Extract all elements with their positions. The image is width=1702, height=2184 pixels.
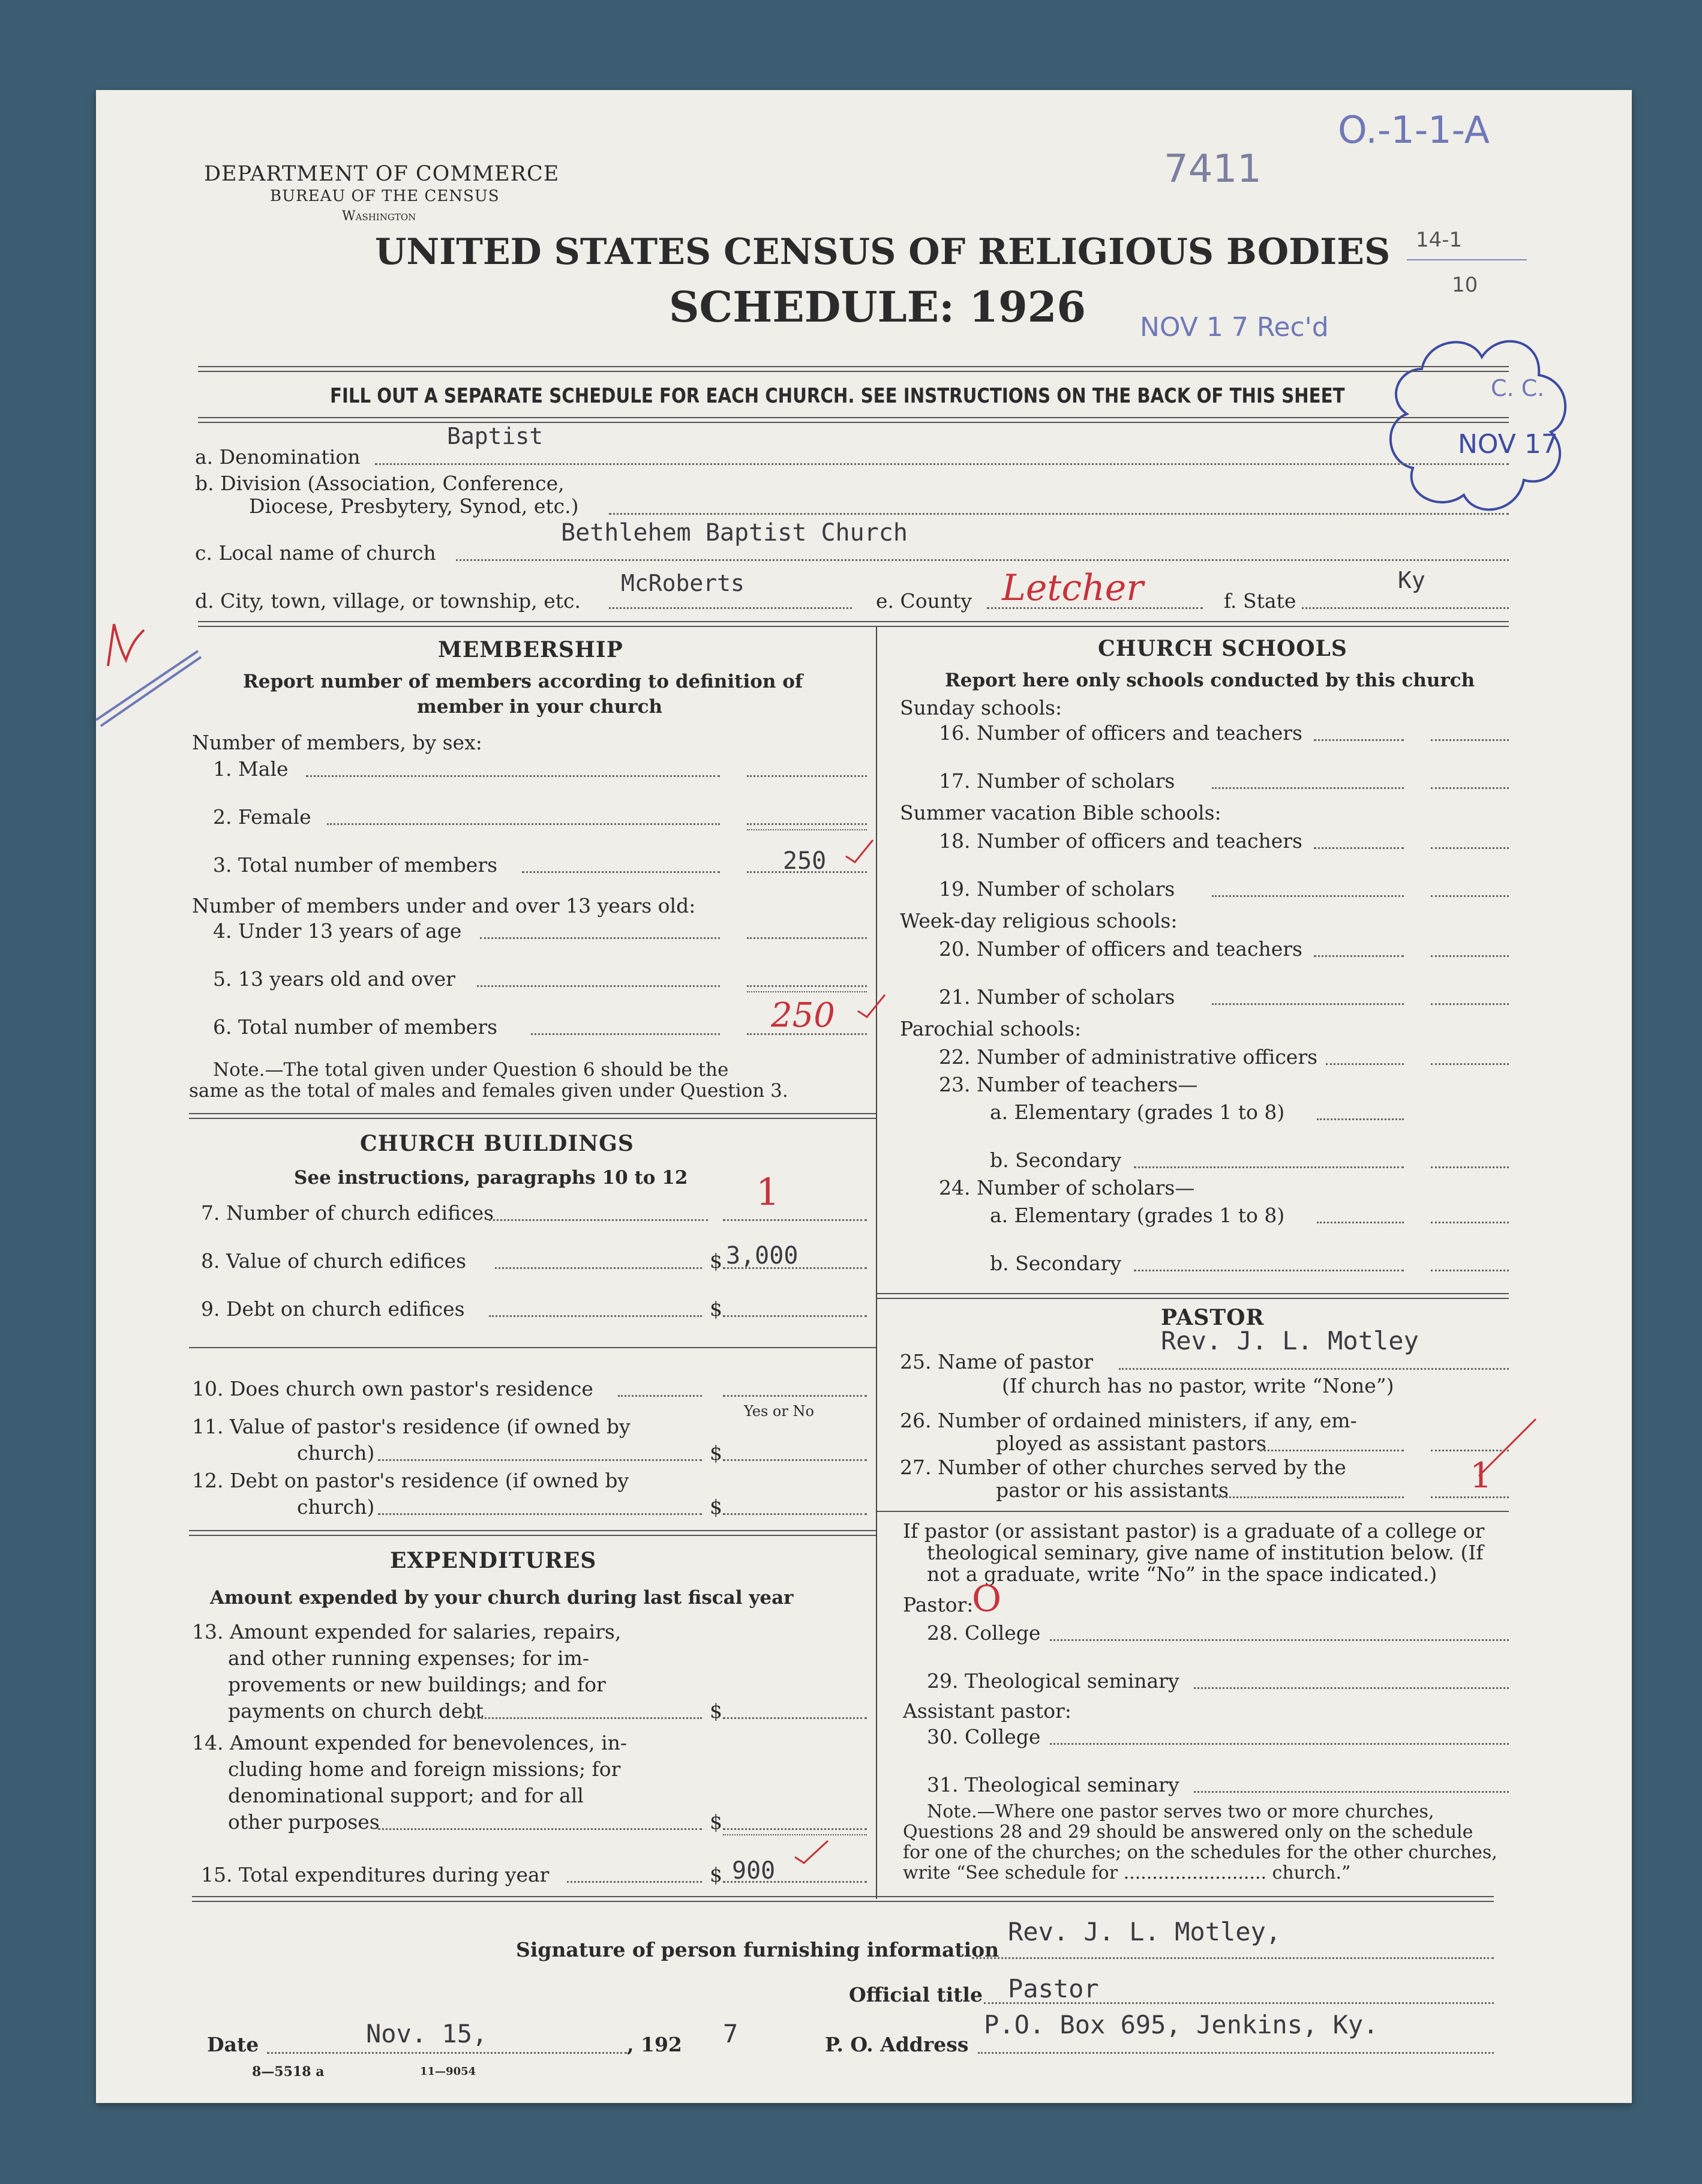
buildings-heading: CHURCH BUILDINGS — [360, 1131, 634, 1156]
weekday-schools-label: Week-day religious schools: — [900, 909, 1178, 932]
year-prefix: , 192 — [627, 2033, 682, 2056]
total-members-2-field[interactable]: 250 — [771, 996, 835, 1035]
q28-label: 28. College — [927, 1621, 1041, 1645]
denomination-field[interactable]: Baptist — [447, 423, 544, 449]
form-number: 8—5518 a — [252, 2064, 325, 2080]
cloud-stamp-date: NOV 17 — [1458, 429, 1558, 460]
received-date-stamp: NOV 1 7 Rec'd — [1140, 312, 1329, 343]
q21-label: 21. Number of scholars — [939, 985, 1175, 1009]
q22-label: 22. Number of administrative officers — [939, 1045, 1318, 1069]
cloud-stamp-icon — [1380, 327, 1578, 525]
q14-line-3: denominational support; and for all — [228, 1784, 584, 1807]
q13-line-3: provements or new buildings; and for — [228, 1673, 606, 1696]
schools-heading: CHURCH SCHOOLS — [1098, 636, 1347, 661]
q31-label: 31. Theological seminary — [927, 1773, 1179, 1796]
edifices-label: 7. Number of church edifices — [201, 1201, 494, 1225]
file-code-stamp: O.-1-1-A — [1338, 108, 1490, 152]
q30-label: 30. College — [927, 1725, 1041, 1748]
q24b-label: b. Secondary — [990, 1252, 1122, 1275]
state-field[interactable]: Ky — [1398, 567, 1425, 593]
total-expenditures-label: 15. Total expenditures during year — [201, 1863, 550, 1886]
under-13-label: 4. Under 13 years of age — [213, 919, 462, 943]
dollar-sign: $ — [710, 1863, 722, 1886]
q23a-label: a. Elementary (grades 1 to 8) — [990, 1100, 1285, 1124]
official-title-field[interactable]: Pastor — [1008, 1974, 1099, 2003]
instruction-bar: FILL OUT A SEPARATE SCHEDULE FOR EACH CHURCH. SEE INSTRUCTIONS ON THE BACK OF THIS SHEET — [330, 384, 1345, 408]
year-field[interactable]: 7 — [723, 2019, 739, 2048]
q14-line-1: 14. Amount expended for benevolences, in- — [192, 1731, 628, 1754]
official-title-label: Official title — [849, 1983, 983, 2006]
membership-note-1: Note.—The total given under Question 6 should be the — [213, 1059, 729, 1081]
by-sex-label: Number of members, by sex: — [192, 731, 482, 754]
pastor-note-2: Questions 28 and 29 should be answered only on the schedule — [903, 1822, 1473, 1843]
q16-label: 16. Number of officers and teachers — [939, 721, 1302, 745]
serial-number-stamp: 7411 — [1164, 147, 1262, 191]
church-name-field[interactable]: Bethlehem Baptist Church — [561, 519, 908, 547]
form-title: UNITED STATES CENSUS OF RELIGIOUS BODIES — [375, 231, 1391, 273]
dollar-sign: $ — [710, 1441, 722, 1465]
q18-label: 18. Number of officers and teachers — [939, 829, 1302, 853]
expenditures-sub: Amount expended by your church during last fiscal year — [210, 1587, 794, 1609]
residence-debt-label-2: church) — [297, 1495, 375, 1519]
pastor-name-label: 25. Name of pastor — [900, 1350, 1094, 1373]
by-age-label: Number of members under and over 13 years old: — [192, 894, 696, 917]
dollar-sign: $ — [710, 1699, 722, 1723]
q23b-label: b. Secondary — [990, 1148, 1122, 1172]
checkmark-3-icon — [792, 1836, 834, 1866]
assistant-subhead: Assistant pastor: — [903, 1699, 1071, 1723]
total-members-label: 3. Total number of members — [213, 853, 498, 877]
fraction-top: 14-1 — [1416, 228, 1463, 252]
edifice-debt-label: 9. Debt on church edifices — [201, 1297, 465, 1321]
graduate-note-1: If pastor (or assistant pastor) is a graduate of a college or — [903, 1519, 1485, 1543]
membership-heading: MEMBERSHIP — [438, 637, 623, 662]
graduate-note-3: not a graduate, write “No” in the space indicated.) — [927, 1562, 1437, 1586]
female-label: 2. Female — [213, 805, 311, 829]
signature-field[interactable]: Rev. J. L. Motley, — [1008, 1917, 1281, 1946]
q24a-label: a. Elementary (grades 1 to 8) — [990, 1204, 1285, 1227]
pastor-note-4: write “See schedule for ......................... church.” — [903, 1862, 1351, 1883]
graduate-note-2: theological seminary, give name of institution below. (If — [927, 1541, 1484, 1564]
total-expenditures-field[interactable]: 900 — [732, 1857, 776, 1885]
q23-label: 23. Number of teachers— — [939, 1073, 1198, 1096]
initial-mark-icon — [96, 618, 204, 738]
dollar-sign: $ — [710, 1249, 722, 1273]
membership-sub-2: member in your church — [417, 696, 663, 718]
pastor-name-field[interactable]: Rev. J. L. Motley — [1161, 1326, 1419, 1355]
q17-label: 17. Number of scholars — [939, 769, 1175, 793]
church-name-label: c. Local name of church — [195, 541, 436, 565]
q26-label-2: ployed as assistant pastors — [996, 1432, 1266, 1455]
q24-label: 24. Number of scholars— — [939, 1176, 1195, 1199]
print-number: 11—9054 — [420, 2065, 476, 2078]
division-label-1: b. Division (Association, Conference, — [195, 472, 565, 495]
q13-line-4: payments on church debt — [228, 1699, 484, 1723]
q27-label-1: 27. Number of other churches served by the — [900, 1456, 1346, 1479]
sunday-schools-label: Sunday schools: — [900, 696, 1062, 719]
city-name: Washington — [342, 209, 416, 224]
q14-line-2: cluding home and foreign missions; for — [228, 1757, 621, 1781]
date-label: Date — [207, 2033, 259, 2056]
state-label: f. State — [1224, 589, 1296, 613]
membership-sub-1: Report number of members according to definition of — [243, 671, 803, 692]
checkmark-2-icon — [855, 990, 891, 1020]
checkmark-4-icon — [1476, 1416, 1542, 1482]
residence-value-label-1: 11. Value of pastor's residence (if owned by — [192, 1415, 631, 1438]
total-members-2-label: 6. Total number of members — [213, 1015, 498, 1039]
dollar-sign: $ — [710, 1810, 722, 1834]
county-field[interactable]: Letcher — [1002, 567, 1143, 609]
q26-label-1: 26. Number of ordained ministers, if any, em- — [900, 1409, 1357, 1432]
schools-sub: Report here only schools conducted by this church — [945, 670, 1475, 691]
parochial-schools-label: Parochial schools: — [900, 1017, 1082, 1040]
pastor-heading: PASTOR — [1161, 1305, 1265, 1330]
pastor-subhead: Pastor: — [903, 1593, 974, 1616]
q19-label: 19. Number of scholars — [939, 877, 1175, 901]
pastor-note-3: for one of the churches; on the schedules for the other churches, — [903, 1842, 1497, 1863]
residence-own-label: 10. Does church own pastor's residence — [192, 1377, 593, 1400]
po-address-label: P. O. Address — [825, 2033, 969, 2056]
cloud-stamp-top: C. C. — [1491, 375, 1545, 401]
q27-label-2: pastor or his assistants — [996, 1478, 1229, 1502]
fraction-bottom: 10 — [1452, 273, 1478, 297]
total-members-field[interactable]: 250 — [783, 847, 827, 875]
city-field[interactable]: McRoberts — [621, 570, 745, 596]
residence-debt-label-1: 12. Debt on pastor's residence (if owned by — [192, 1469, 629, 1492]
pastor-note-1: Note.—Where one pastor serves two or more churches, — [927, 1801, 1434, 1822]
male-label: 1. Male — [213, 757, 289, 781]
checkmark-icon — [843, 835, 879, 865]
division-label-2: Diocese, Presbytery, Synod, etc.) — [249, 494, 579, 518]
department-name: DEPARTMENT OF COMMERCE — [204, 162, 560, 186]
expenditures-heading: EXPENDITURES — [390, 1548, 597, 1573]
membership-note-2: same as the total of males and females given under Question 3. — [189, 1080, 788, 1102]
q20-label: 20. Number of officers and teachers — [939, 937, 1302, 961]
schedule-title: SCHEDULE: 1926 — [669, 282, 1086, 332]
edifice-value-field[interactable]: 3,000 — [726, 1242, 799, 1270]
dollar-sign: $ — [710, 1495, 722, 1519]
yes-or-no-hint: Yes or No — [744, 1403, 814, 1420]
pastor-none-hint: (If church has no pastor, write “None”) — [1002, 1374, 1394, 1397]
summer-schools-label: Summer vacation Bible schools: — [900, 801, 1221, 824]
county-label: e. County — [876, 589, 972, 613]
denomination-label: a. Denomination — [195, 445, 361, 469]
buildings-sub: See instructions, paragraphs 10 to 12 — [294, 1167, 688, 1189]
po-address-field[interactable]: P.O. Box 695, Jenkins, Ky. — [984, 2010, 1379, 2039]
date-field[interactable]: Nov. 15, — [366, 2019, 488, 2048]
edifice-value-label: 8. Value of church edifices — [201, 1249, 467, 1273]
census-schedule-sheet — [96, 90, 1632, 2103]
over-13-label: 5. 13 years old and over — [213, 967, 455, 991]
q29-label: 29. Theological seminary — [927, 1669, 1179, 1693]
other-churches-field[interactable]: 1 — [1470, 1455, 1492, 1496]
bureau-name: BUREAU OF THE CENSUS — [270, 187, 500, 205]
edifices-field[interactable]: 1 — [756, 1170, 780, 1214]
q13-line-2: and other running expenses; for im- — [228, 1646, 590, 1670]
signature-label: Signature of person furnishing information — [516, 1938, 999, 1961]
dollar-sign: $ — [710, 1297, 722, 1321]
city-label: d. City, town, village, or township, etc. — [195, 589, 581, 613]
residence-value-label-2: church) — [297, 1441, 375, 1465]
circle-mark: O — [972, 1578, 1002, 1620]
q13-line-1: 13. Amount expended for salaries, repairs, — [192, 1620, 622, 1643]
q14-line-4: other purposes — [228, 1810, 380, 1834]
